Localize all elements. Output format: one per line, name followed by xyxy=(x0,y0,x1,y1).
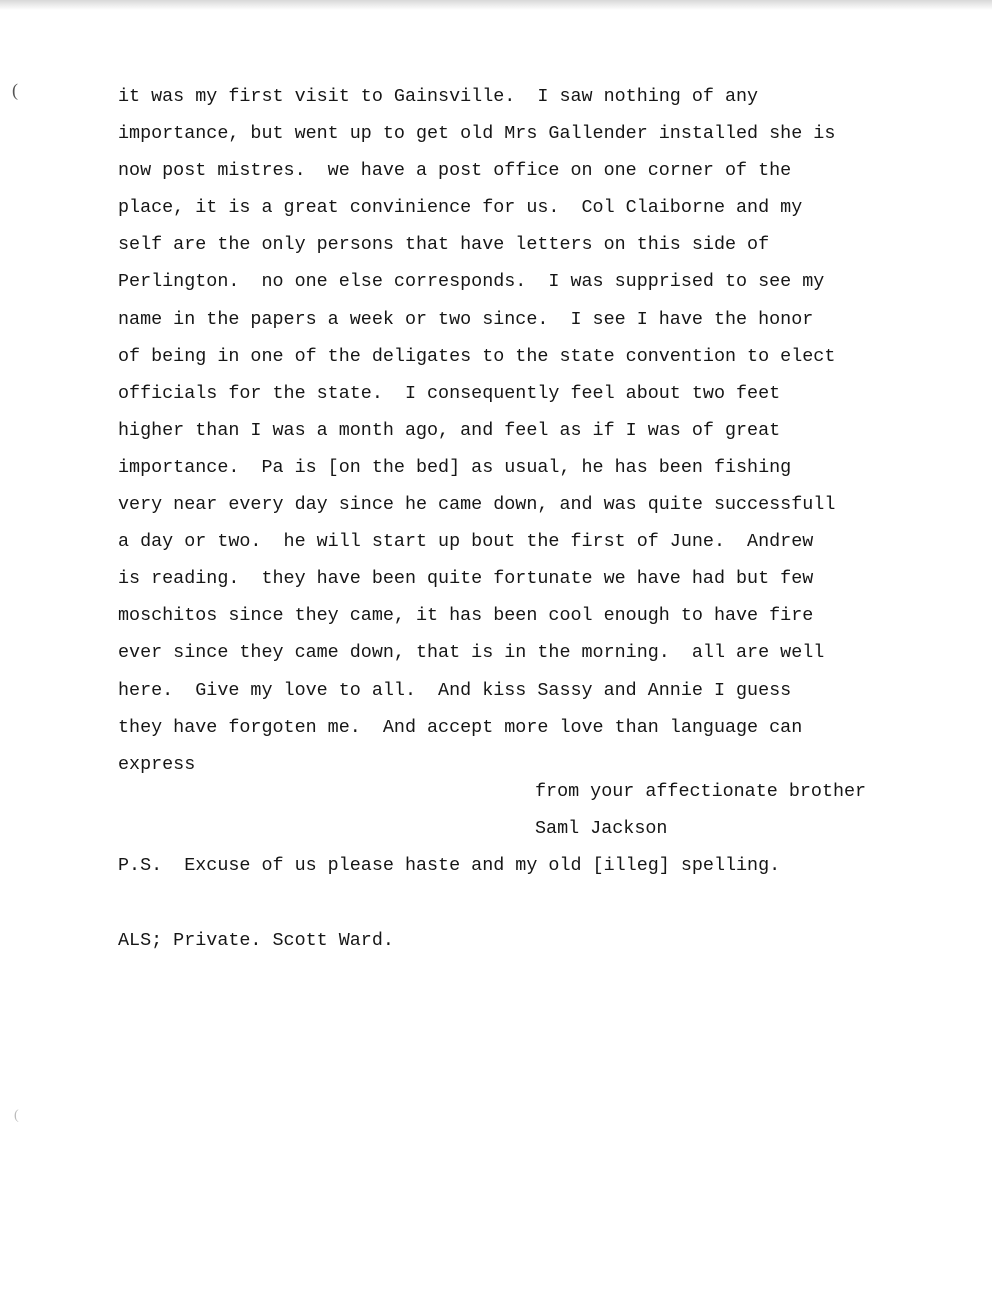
letter-line: Perlington. no one else corresponds. I was supprised to see my xyxy=(118,271,825,293)
letter-postscript: P.S. Excuse of us please haste and my old [illeg] spelling. xyxy=(118,855,781,876)
letter-line: of being in one of the deligates to the state convention to elect xyxy=(118,345,836,367)
letter-line: importance. Pa is [on the bed] as usual, he has been fishing xyxy=(118,456,792,478)
letter-line: place, it is a great convinience for us. Col Claiborne and my xyxy=(118,197,803,219)
letter-line: express xyxy=(118,753,196,775)
letter-line: it was my first visit to Gainsville. I saw nothing of any xyxy=(118,86,759,107)
letter-closing-block xyxy=(535,773,866,847)
letter-body xyxy=(118,78,918,783)
letter-line: they have forgoten me. And accept more love than language can xyxy=(118,716,803,738)
letter-line: a day or two. he will start up bout the first of June. Andrew xyxy=(118,531,814,553)
letter-line: is reading. they have been quite fortunate we have had but few xyxy=(118,568,814,590)
scan-edge-shadow xyxy=(0,0,992,10)
letter-line: moschitos since they came, it has been cool enough to have fire xyxy=(118,605,814,627)
letter-signature: Saml Jackson xyxy=(535,818,668,840)
letter-line: very near every day since he came down, and was quite successfull xyxy=(118,494,836,516)
source-note: ALS; Private. Scott Ward. xyxy=(118,930,394,951)
letter-line: here. Give my love to all. And kiss Sassy and Annie I guess xyxy=(118,679,792,701)
letter-line: now post mistres. we have a post office on one corner of the xyxy=(118,160,792,182)
letter-line: ever since they came down, that is in the morning. all are well xyxy=(118,642,825,664)
letter-line: higher than I was a month ago, and feel as if I was of great xyxy=(118,419,781,441)
letter-line: name in the papers a week or two since. I see I have the honor xyxy=(118,308,814,330)
letter-closing: from your affectionate brother xyxy=(535,781,867,802)
letter-line: importance, but went up to get old Mrs Gallender installed she is xyxy=(118,123,836,145)
margin-bracket-mark-lower: ( xyxy=(14,1108,19,1123)
letter-line: officials for the state. I consequently feel about two feet xyxy=(118,382,781,404)
letter-line: self are the only persons that have letters on this side of xyxy=(118,234,770,256)
margin-bracket-mark: ( xyxy=(12,80,18,100)
